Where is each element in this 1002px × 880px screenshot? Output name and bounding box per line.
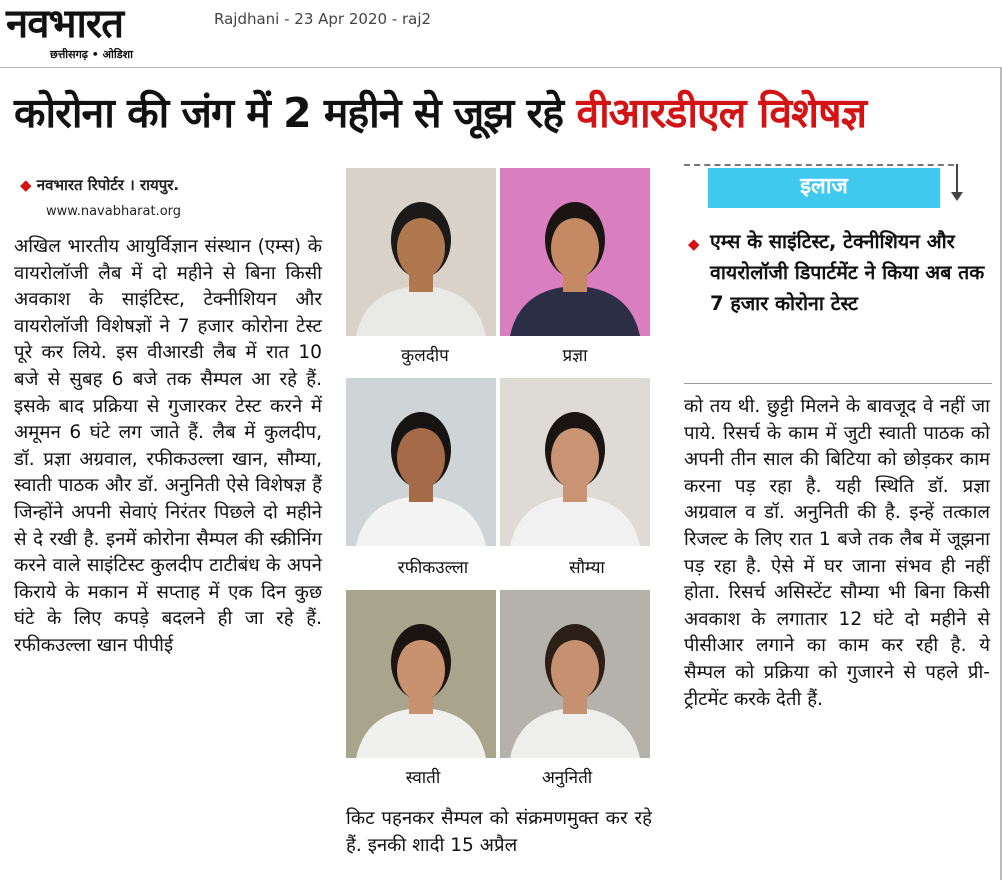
portrait-face — [551, 427, 599, 489]
headline-red-part: वीआरडीएल विशेषज्ञ — [576, 89, 866, 137]
portrait-face — [551, 639, 599, 701]
photo-pragya — [500, 168, 650, 336]
byline-text: नवभारत रिपोर्टर । रायपुर. — [36, 176, 180, 194]
infobox-arrow-stem — [956, 164, 958, 194]
newspaper-logo — [0, 0, 198, 64]
portrait-image — [500, 378, 650, 546]
byline — [20, 175, 179, 195]
headline — [14, 86, 866, 140]
portrait-image — [500, 590, 650, 758]
photo-caption: स्वाती — [405, 768, 441, 788]
logo-wordmark: नवभारत — [6, 1, 124, 47]
headline-black-part: कोरोना की जंग में 2 महीने से जूझ रहे — [14, 89, 577, 137]
article-column-3: को तय थी. छुट्टी मिलने के बावजूद वे नहीं जा पाये. रिसर्च के काम में जुटी स्वाती पाठक को अपनी तीन साल की बिटिया को छोड़कर काम करना पड़ रहा है. यही स्थिति डॉ. प्रज्ञा अग्रवाल व डॉ. अनुनिती की है. इन्हें तत्काल रिजल्ट के लिए रात 1 बजे तक लैब में जूझना पड़ रहा है. ऐसे में घर जाना संभव ही नहीं होता. रिसर्च असिस्टेंट सौम्या भी बिना किसी अवकाश के लगातार 12 घंटे दो महीने से पीसीआर लगाने का काम कर रही है. ये सैम्पल को प्रक्रिया को गुजारने से पहले प्री-ट्रीटमेंट करके देती हैं. — [684, 396, 990, 710]
photo-caption: कुलदीप — [401, 346, 449, 366]
photo-saumya — [500, 378, 650, 546]
portrait-face — [397, 639, 445, 701]
photo-swati — [346, 590, 496, 758]
down-arrow-icon — [951, 192, 963, 201]
edition-info: Rajdhani - 23 Apr 2020 - raj2 — [214, 10, 432, 28]
infobox-text: एम्स के साइंटिस्ट, टेक्नीशियन और वायरोलॉजी डिपार्टमेंट ने किया अब तक 7 हजार कोरोना टेस्ट — [710, 230, 985, 315]
top-divider — [0, 67, 1002, 68]
infobox-label: इलाज — [800, 174, 848, 199]
photo-caption: अनुनिती — [541, 768, 593, 788]
logo-region-text: छत्तीसगढ़ • ओडिशा — [50, 48, 133, 61]
portrait-face — [551, 217, 599, 279]
infobox-divider — [684, 383, 992, 384]
article-column-2: किट पहनकर सैम्पल को संक्रमणमुक्त कर रहे हैं. इनकी शादी 15 अप्रैल — [346, 808, 652, 856]
portrait-image — [346, 168, 496, 336]
diamond-bullet-icon: ◆ — [20, 176, 32, 194]
portrait-face — [397, 217, 445, 279]
diamond-bullet-icon: ◆ — [688, 235, 700, 253]
portrait-image — [346, 590, 496, 758]
portrait-image — [500, 168, 650, 336]
infobox-dashed-rule — [684, 164, 954, 166]
photo-anuniti — [500, 590, 650, 758]
photo-caption: सौम्या — [569, 558, 605, 578]
photo-kuldeep — [346, 168, 496, 336]
portrait-face — [397, 427, 445, 489]
photo-caption: प्रज्ञा — [562, 346, 588, 366]
photo-rafikulla — [346, 378, 496, 546]
photo-caption: रफीकउल्ला — [397, 558, 469, 578]
website-link[interactable]: www.navabharat.org — [46, 204, 182, 219]
article-column-1: अखिल भारतीय आयुर्विज्ञान संस्थान (एम्स) के वायरोलॉजी लैब में दो महीने से बिना किसी अवकाश के साइंटिस्ट, टेक्नीशियन और वायरोलॉजी विशेषज्ञों ने 7 हजार कोरोना टेस्ट पूरे कर लिये. इस वीआरडी लैब में रात 10 बजे से सुबह 6 बजे तक सैम्पल आ रहे हैं. इसके बाद प्रक्रिया से गुजारकर टेस्ट करने में अमूमन 6 घंटे लग जाते हैं. लैब में कुलदीप, डॉ. प्रज्ञा अग्रवाल, रफीकउल्ला खान, सौम्या, स्वाती पाठक और डॉ. अनुनिती ऐसे विशेषज्ञ हैं जिन्होंने अपनी सेवाएं निरंतर पिछले दो महीने से दे रखी है. इनमें कोरोना सैम्पल की स्क्रीनिंग करने वाले साइंटिस्ट कुलदीप टाटीबंध के अपने किराये के मकान में सप्ताह में एक दिन कुछ घंटे के लिए कपड़े बदलने ही जा रहे हैं. रफीकउल्ला खान पीपीई — [14, 236, 322, 656]
portrait-image — [346, 378, 496, 546]
